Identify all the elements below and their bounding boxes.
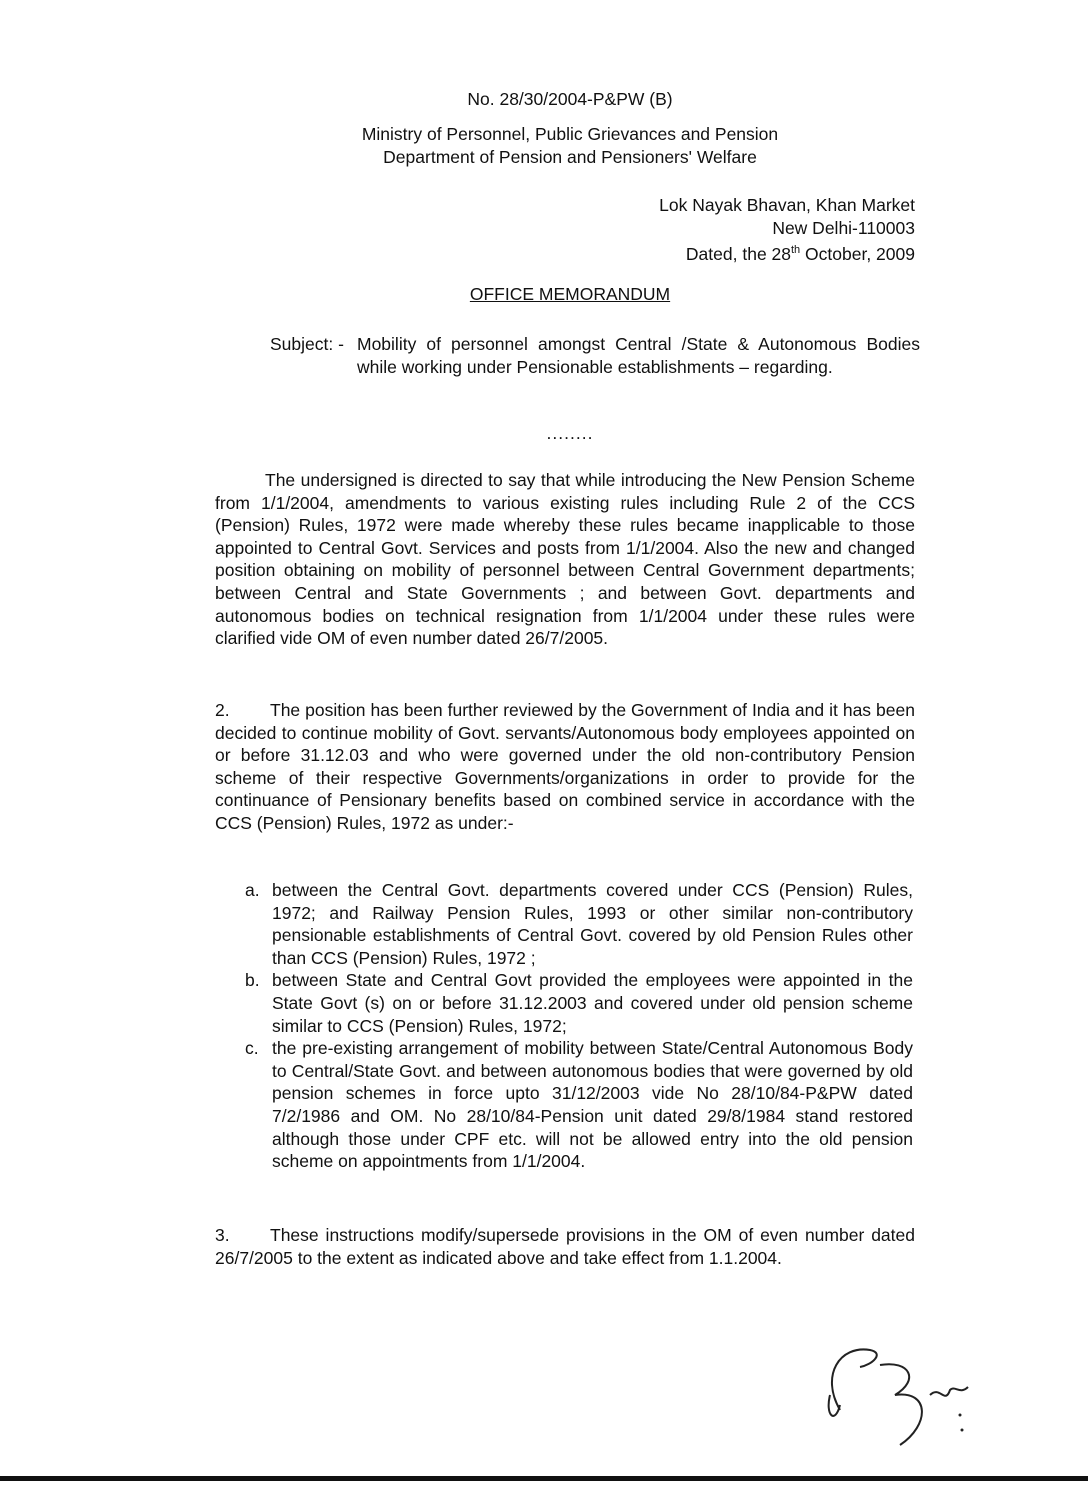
list-marker: a.	[245, 880, 260, 900]
subject	[270, 333, 920, 378]
paragraph-1: The undersigned is directed to say that while introducing the New Pension Scheme from 1/1/2004, amendments to various existing rules including Rule 2 of the CCS (Pension) Rules, 1972 were made whereby these rules became inapplicable to those appointed to Central Govt. Services and posts from 1/1/2004. Also the new and changed position obtaining on mobility of personnel between Central Government departments; between Central and State Governments ; and between Govt. departments and autonomous bodies on technical resignation from 1/1/2004 under these rules were clarified vide OM of even number dated 26/7/2005.	[215, 470, 915, 649]
header-block	[0, 88, 1088, 169]
document-title: OFFICE MEMORANDUM	[469, 284, 671, 304]
date-suffix: October, 2009	[800, 243, 915, 264]
bottom-border-line	[0, 1476, 1088, 1481]
department-name: Department of Pension and Pensioners' Welfare	[383, 147, 757, 167]
paragraph-3	[215, 1224, 915, 1269]
file-number: No. 28/30/2004-P&PW (B)	[467, 89, 673, 109]
subject-label: Subject: -	[270, 334, 344, 354]
signature	[810, 1335, 1010, 1465]
list	[245, 879, 913, 1173]
paragraph-2	[215, 699, 915, 835]
paragraph-2-text: The position has been further reviewed by the Government of India and it has been decided to continue mobility of Govt. servants/Autonomous body employees appointed on or before 31.12.03 and who were governed under the old non-contributory Pension scheme of their respective Governments/organizations in order to provide for the continuance of Pensionary benefits based on combined service in accordance with the CCS (Pension) Rules, 1972 as under:-	[215, 700, 915, 833]
subject-text: Mobility of personnel amongst Central /State & Autonomous Bodies while working under Pensionable establishments – regarding.	[357, 334, 920, 377]
separator-dots: ........	[546, 423, 594, 443]
list-item-text: between the Central Govt. departments covered under CCS (Pension) Rules, 1972; and Railway Pension Rules, 1993 or other similar non-contributory pensionable establishments of Central Govt. covered by old Pension Rules other than CCS (Pension) Rules, 1972 ;	[272, 880, 913, 968]
title-wrap	[0, 283, 1088, 306]
paragraph-2-number: 2.	[215, 700, 230, 720]
date-line	[500, 239, 915, 265]
ministry-name: Ministry of Personnel, Public Grievances and Pension	[361, 124, 779, 144]
paragraph-3-text: These instructions modify/supersede provisions in the OM of even number dated 26/7/2005 to the extent as indicated above and take effect from 1.1.2004.	[215, 1225, 915, 1268]
list-marker: b.	[245, 970, 260, 991]
list-marker: c.	[245, 1038, 259, 1059]
list-item	[245, 969, 913, 1037]
address-line-1: Lok Nayak Bhavan, Khan Market	[659, 195, 915, 215]
date-sup: th	[791, 244, 801, 256]
list-item-text: the pre-existing arrangement of mobility between State/Central Autonomous Body to Central/State Govt. and between autonomous bodies that were governed by old pension schemes in force upto 31/12/2003 vide No 28/10/84-P&PW dated 7/2/1986 and OM. No 28/10/84-Pension unit dated 29/8/1984 stand restored although those under CPF etc. will not be allowed entry into the old pension scheme on appointments from 1/1/2004.	[272, 1038, 913, 1172]
list-item	[245, 1037, 913, 1173]
date-prefix: Dated, the 28	[685, 243, 791, 264]
list-item	[245, 879, 913, 969]
list-item-text: between State and Central Govt provided the employees were appointed in the State Govt (s) on or before 31.12.2003 and covered under old pension scheme similar to CCS (Pension) Rules, 1972;	[272, 970, 913, 1036]
paragraph-3-number: 3.	[215, 1225, 230, 1245]
address-line-2: New Delhi-110003	[772, 217, 915, 238]
address-block	[500, 194, 915, 265]
